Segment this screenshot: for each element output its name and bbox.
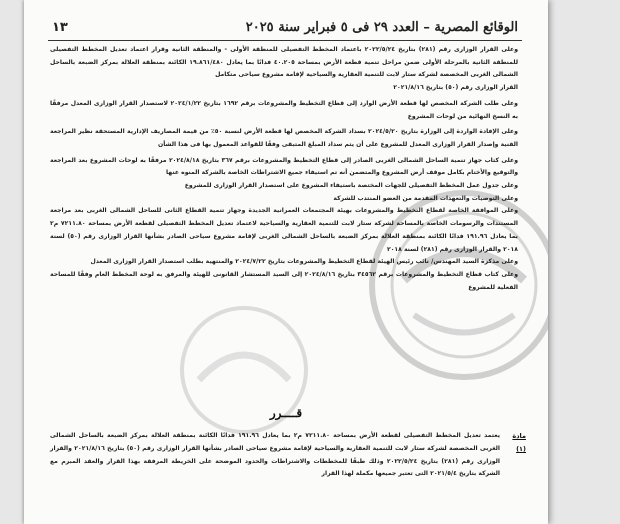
paragraph: وعلى الإفادة الواردة إلى الوزارة بتاريخ ٢٠٢٤/٥/٢٠ بسداد الشركة المخصص لها قطعة الأرض لنسبة ٥٠٪ من قيمة المصاريف الإدارية المستحقة نظير المراجعة الفنية وإصدار القرار الوزارى المعدل للمشروع على أن يتم سداد المبلغ المتبقى وفقًا للقواعد المعمول بها فى هذا الشأن (50, 128, 518, 148)
header-rule (48, 40, 522, 41)
document-body (50, 44, 518, 294)
paragraph: وعلى كتاب قطاع التخطيط والمشروعات برقم ٣٤٥٦٢ بتاريخ ٢٠٢٤/٨/١٦ إلى السيد المستشار القانونى للهيئة والمرفق به لوحة المخطط العام وفقًا للمساحة الفعلية للمشروع (50, 270, 519, 291)
page-header (52, 16, 518, 38)
decision-heading: قــــرر (269, 406, 303, 420)
article-text: يعتمد تعديل المخطط التفصيلى لقطعة الأرض بمساحة ٧٢١١.٨٠ م٢ بما يعادل ١٩١.٩٦ فدانًا الكائنة بمنطقة العلالة بمركز الضبعة بالساحل الشمالى الغربى المخصصة لشركة ستار لابت للتنمية العقارية والسياحية لإقامة مشروع سياحى الصادر بشأنها القرار الوزارى رقم (٥٠) بتاريخ ٢٠٢١/٨/١٦ والقرار الوزارى رقم (٢٨١) بتاريخ ٢٠٢٢/٥/٢٤ وذلك طبقًا للمخططات والاشتراطات والحدود الموضحة على الخريطة المرفقة بهذا القرار والعقد المبرم مع الشركة بتاريخ ٢٠٢١/٥/٤ التى تعتبر جميعها مكملة لهذا القرار (50, 432, 501, 478)
paragraph: وعلى القرار الوزارى رقم (٢٨١) بتاريخ ٢٠٢٢/٥/٢٤ باعتماد المخطط التفصيلى للمنطقة الأولى - والمنطقة الثانية وقرار اعتماد تعديل المخطط التفصيلى للمنطقة الثانية بالمرحلة الأولى ضمن مراحل تنمية قطعة الأرض بمساحة ٤٠.٢٠٥ فدانًا بما يعادل ١٩.٨٦١/٤٨٠ الكائنة بمنطقة العلالة بمركز الضبعة بالساحل الشمالى الغربى المخصصة لشركة ستار لابت للتنمية العقارية والسياحية لإقامة مشروع سياحى متكامل (50, 46, 519, 79)
paragraph: وعلى التوصيات والتعهدات المقدمة من العضو المنتدب للشركة (333, 194, 518, 202)
paragraph: وعلى الموافقة الخاصة لقطاع التخطيط والمشروعات بهيئة المجتمعات العمرانية الجديدة وجهاز تنمية القطاع الثانى للساحل الشمالى الغربى بعد مراجعة المستندات والرسومات الخاصة بالمساحة لشركة ستار لابت للتنمية العقارية والسياحية لاعتماد تعديل المخطط التفصيلى لقطعة الأرض بمساحة ٧٢١١.٨٠ م٢ بما يعادل ١٩١.٩٦ فدانًا الكائنة بمنطقة العلالة بمركز الضبعة بالساحل الشمالى الغربى لإقامة مشروع سياحى الصادر بشأنها القرار الوزارى رقم (٥٠) لسنة ٢٠١٨ والقرار الوزارى رقم (٢٨١) لسنة ٢٠١٨ (50, 207, 519, 253)
paragraph: وعلى مذكرة السيد المهندس/ نائب رئيس الهيئة لقطاع التخطيط والمشروعات بتاريخ ٢٠٢٤/٧/٢٢ والمنتهية بطلب استصدار القرار الوزارى المعدل (90, 258, 518, 266)
article-1 (50, 430, 526, 481)
document-page (24, 0, 548, 524)
paragraph: وعلى كتاب جهاز تنمية الساحل الشمالى الغربى الصادر إلى قطاع التخطيط والمشروعات برقم ٣٦٧ بتاريخ ٢٠٢٤/٨/١٨ مرفقًا به لوحات المشروع بعد المراجعة والتوقيع والأختام بكامل موقف أرض المشروع والمتضمن أنه تم استيفاء جميع الاشتراطات الخاصة بالشركة المنوه عنها (50, 156, 518, 177)
gazette-title: الوقائع المصرية – العدد ٢٩ فى ٥ فبراير سنة ٢٠٢٥ (245, 19, 518, 35)
paragraph: وعلى طلب الشركة المخصص لها قطعة الأرض الوارد إلى قطاع التخطيط والمشروعات برقم ١٦٩٢ بتاريخ ٢٠٢٤/١/٢٢ لاستصدار القرار الوزارى المعدل مرفقًا به النسخ النهائية من لوحات المشروع (50, 99, 518, 120)
page-number: ١٣ (52, 19, 68, 35)
article-label: مادة (١) (512, 432, 526, 453)
paragraph: القرار الوزارى رقم (٥٠) بتاريخ ٢٠٢١/٨/١٦ (393, 84, 518, 92)
paragraph: وعلى جدول عمل المخطط التفصيلى للجهات المختصة باستيفاء المشروع على استصدار القرار الوزارى للمشروع (184, 182, 518, 190)
